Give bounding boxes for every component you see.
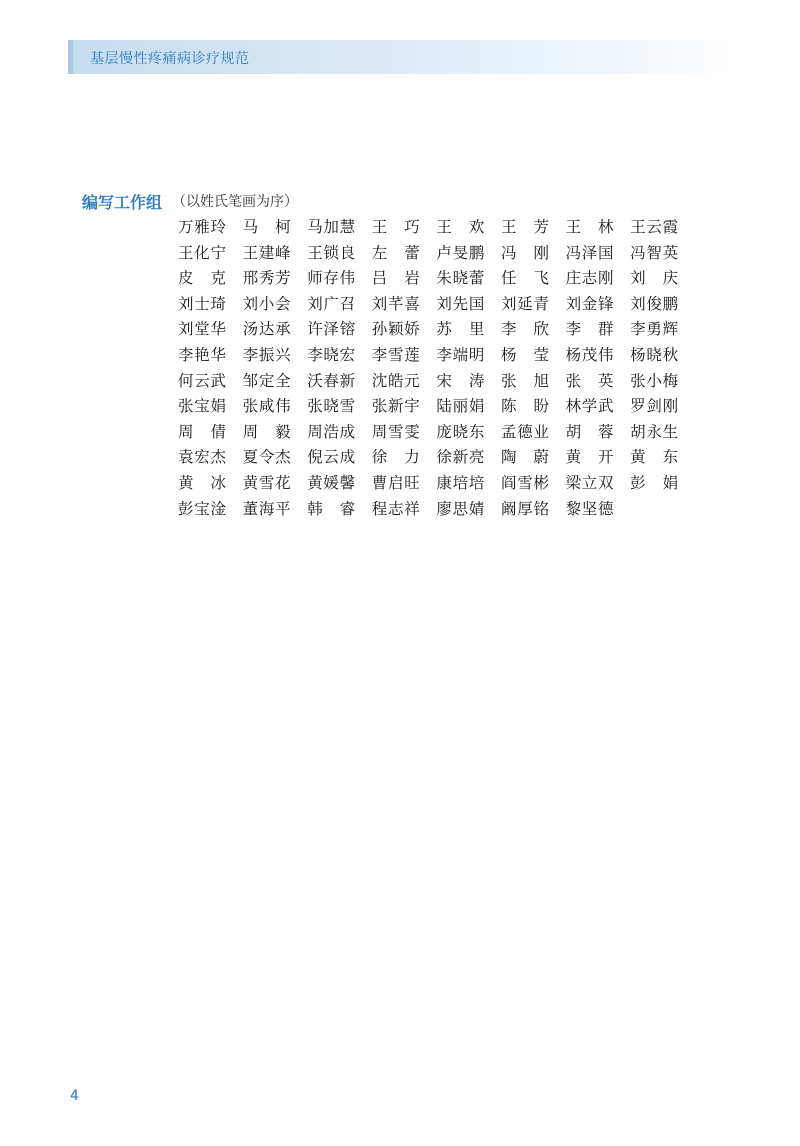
name-entry: 邹 定 全 <box>242 371 291 390</box>
running-header <box>68 40 730 74</box>
name-entry: 李 勇 辉 <box>630 320 679 339</box>
name-entry: 李 晓 宏 <box>307 345 356 364</box>
name-entry: 周 倩 <box>178 422 226 441</box>
name-entry: 刘 先 国 <box>436 294 485 313</box>
name-entry: 张 新 宇 <box>371 397 420 416</box>
name-entry: 张 咸 伟 <box>242 397 291 416</box>
name-entry: 李 振 兴 <box>242 345 291 364</box>
name-entry: 张 英 <box>565 371 614 390</box>
name-entry: 徐 力 <box>371 448 420 467</box>
name-entry: 邢 秀 芳 <box>242 269 291 288</box>
name-entry: 杨 茂 伟 <box>565 345 614 364</box>
names-list <box>178 215 678 522</box>
name-entry: 王 锁 良 <box>307 243 356 262</box>
section-note: （以姓氏笔画为序） <box>172 194 298 210</box>
name-entry: 许 泽 镕 <box>307 320 356 339</box>
name-entry: 刘 士 琦 <box>178 294 226 313</box>
name-entry: 康 培 培 <box>436 473 485 492</box>
name-entry: 沈 皓 元 <box>371 371 420 390</box>
name-entry: 庞 晓 东 <box>436 422 485 441</box>
name-entry: 陆 丽 娟 <box>436 397 485 416</box>
name-entry: 廖 思 婧 <box>436 499 485 518</box>
name-entry: 刘 芊 喜 <box>371 294 420 313</box>
name-entry: 孟 德 业 <box>500 422 549 441</box>
name-entry: 黄 冰 <box>178 473 226 492</box>
name-entry: 梁 立 双 <box>565 473 614 492</box>
name-entry: 李 艳 华 <box>178 345 226 364</box>
name-entry: 冯 智 英 <box>630 243 679 262</box>
name-entry: 黄 雪 花 <box>242 473 291 492</box>
name-entry: 黄 媛 馨 <box>307 473 356 492</box>
name-entry: 刘 庆 <box>630 269 679 288</box>
name-entry: 万 雅 玲 <box>178 218 226 236</box>
name-entry: 杨 晓 秋 <box>630 345 679 364</box>
name-entry: 王 芳 <box>500 218 549 236</box>
name-entry: 刘 俊 鹏 <box>630 294 679 313</box>
name-entry: 陶 蔚 <box>500 448 549 467</box>
name-entry: 卢 旻 鹏 <box>436 243 485 262</box>
name-entry: 曹 启 旺 <box>371 473 420 492</box>
name-entry: 刘 堂 华 <box>178 320 226 339</box>
name-entry: 李 雪 莲 <box>371 345 420 364</box>
name-entry: 王 林 <box>565 218 614 236</box>
name-entry: 何 云 武 <box>178 371 226 390</box>
name-entry: 林 学 武 <box>565 397 614 416</box>
name-entry: 李 欣 <box>500 320 549 339</box>
name-entry: 彭 宝 淦 <box>178 499 226 518</box>
name-entry: 夏 令 杰 <box>242 448 291 467</box>
name-entry: 李 端 明 <box>436 345 485 364</box>
name-entry: 徐 新 亮 <box>436 448 485 467</box>
name-entry: 沃 春 新 <box>307 371 356 390</box>
header-accent-bar <box>68 40 73 74</box>
name-entry: 罗 剑 刚 <box>630 397 679 416</box>
header-title: 基层慢性疼痛病诊疗规范 <box>90 51 250 67</box>
name-entry: 孙 颖 娇 <box>371 320 420 339</box>
name-entry: 皮 克 <box>178 269 226 288</box>
name-entry: 黎 坚 德 <box>565 499 614 518</box>
page-number: 4 <box>70 1088 79 1104</box>
name-entry: 左 蕾 <box>371 243 420 262</box>
name-entry: 李 群 <box>565 320 614 339</box>
name-entry: 王 化 宁 <box>178 243 226 262</box>
name-entry: 张 小 梅 <box>630 371 679 390</box>
name-entry: 师 存 伟 <box>307 269 356 288</box>
name-entry: 黄 东 <box>630 448 679 467</box>
name-entry: 韩 睿 <box>307 499 356 518</box>
name-entry: 阚 厚 铭 <box>500 499 549 518</box>
name-entry: 任 飞 <box>500 269 549 288</box>
name-entry: 黄 开 <box>565 448 614 467</box>
name-entry: 张 晓 雪 <box>307 397 356 416</box>
name-entry: 董 海 平 <box>242 499 291 518</box>
name-entry: 周 雪 雯 <box>371 422 420 441</box>
name-entry: 朱 晓 蕾 <box>436 269 485 288</box>
name-entry: 阎 雪 彬 <box>500 473 549 492</box>
name-entry: 王 巧 <box>371 218 420 236</box>
name-entry: 杨 莹 <box>500 345 549 364</box>
name-entry: 宋 涛 <box>436 371 485 390</box>
name-entry: 庄 志 刚 <box>565 269 614 288</box>
name-entry: 程 志 祥 <box>371 499 420 518</box>
name-entry: 汤 达 承 <box>242 320 291 339</box>
name-entry: 胡 永 生 <box>630 422 679 441</box>
name-entry: 刘 金 锋 <box>565 294 614 313</box>
name-entry: 胡 蓉 <box>565 422 614 441</box>
name-entry: 马 柯 <box>242 218 291 236</box>
name-entry: 彭 娟 <box>630 473 679 492</box>
name-entry: 刘 广 召 <box>307 294 356 313</box>
name-entry: 陈 盼 <box>500 397 549 416</box>
name-entry: 马 加 慧 <box>307 218 356 236</box>
name-entry: 冯 泽 国 <box>565 243 614 262</box>
name-entry: 张 宝 娟 <box>178 397 226 416</box>
name-entry: 吕 岩 <box>371 269 420 288</box>
name-entry: 张 旭 <box>500 371 549 390</box>
section-heading: 编写工作组 <box>82 193 163 212</box>
name-entry: 王 欢 <box>436 218 485 236</box>
name-entry: 周 毅 <box>242 422 291 441</box>
name-entry: 倪 云 成 <box>307 448 356 467</box>
name-entry: 袁 宏 杰 <box>178 448 226 467</box>
name-entry: 周 浩 成 <box>307 422 356 441</box>
name-entry: 苏 里 <box>436 320 485 339</box>
name-entry: 冯 刚 <box>500 243 549 262</box>
name-entry: 王 建 峰 <box>242 243 291 262</box>
name-entry: 刘 延 青 <box>500 294 549 313</box>
name-entry: 刘 小 会 <box>242 294 291 313</box>
name-entry: 王 云 霞 <box>630 218 679 236</box>
